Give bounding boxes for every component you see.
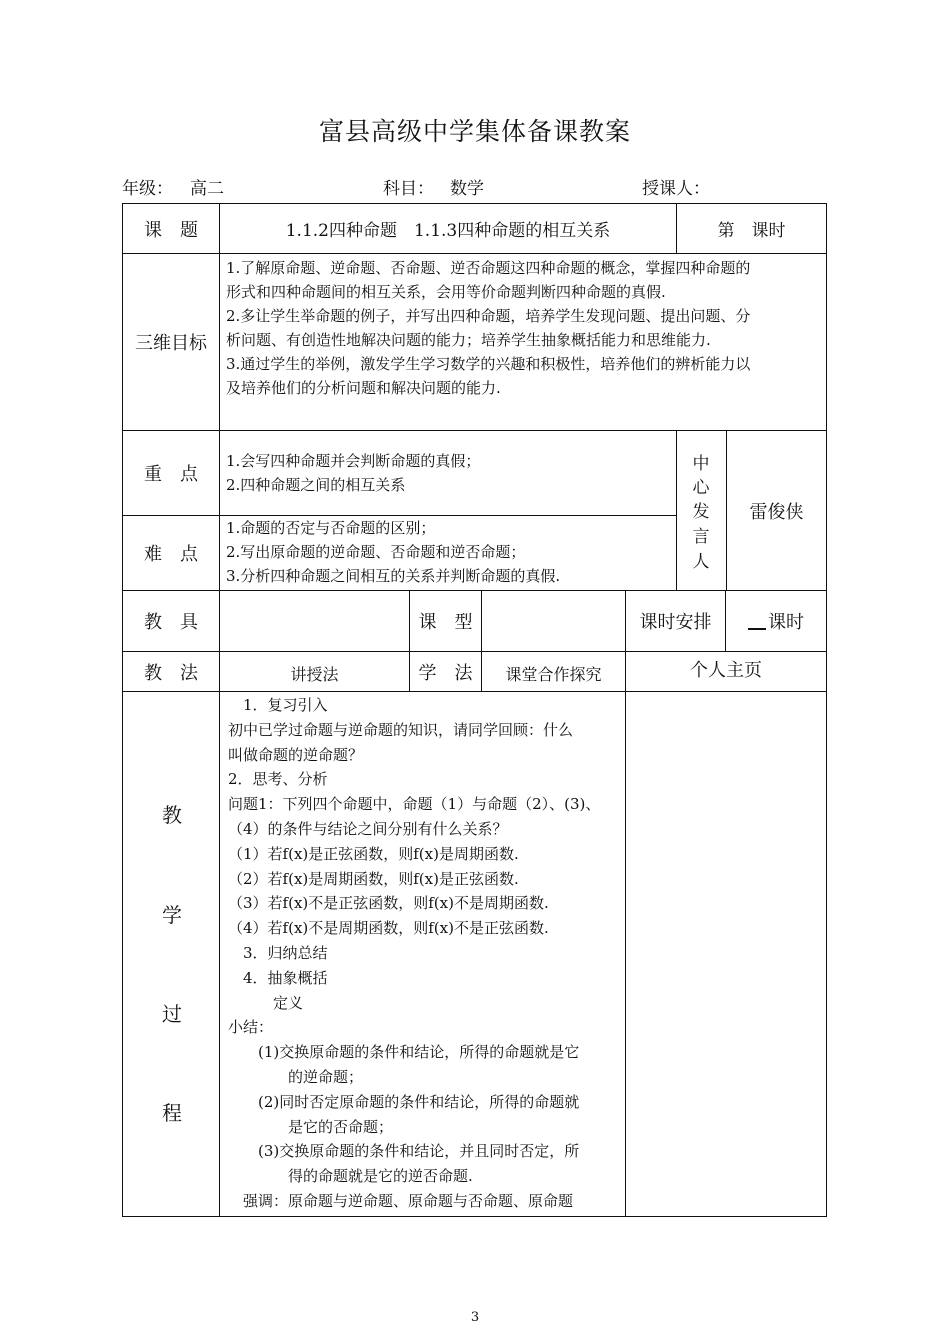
method-label: 教 法 [144,662,198,684]
col-divider [219,203,220,1217]
study-label: 学 法 [418,662,473,684]
page-title: 富县高级中学集体备课教案 [318,117,631,146]
process-line: 是它的否命题； [228,1117,394,1136]
difficult-label: 难 点 [144,544,198,565]
process-line: 小结： [228,1018,274,1037]
lesson-type-label: 课 型 [418,612,473,633]
process-line: 3．归纳总结 [228,943,328,962]
grade-label: 年级： [122,179,173,199]
process-line: (3)交换原命题的条件和结论，并且同时否定，所 [228,1142,580,1161]
goals-line: 2.多让学生举命题的例子，并写出四种命题，培养学生发现问题、提出问题、分 [226,307,751,325]
goals-line: 1.了解原命题、逆命题、否命题、逆否命题这四种命题的概念，掌握四种命题的 [226,259,751,277]
tools-label: 教 具 [144,612,198,633]
row-divider [122,691,827,692]
process-line: (2)同时否定原命题的条件和结论，所得的命题就 [228,1092,580,1111]
process-line: 2．思考、分析 [228,770,328,789]
schedule-field [726,591,826,651]
study-value: 课堂合作探究 [505,665,602,684]
goals-line: 形式和四种命题间的相互关系，会用等价命题判断四种命题的真假. [226,283,666,301]
goals-line: 及培养他们的分析问题和解决问题的能力. [226,379,501,397]
schedule-value: 课时 [768,612,804,633]
process-line: 的逆命题； [228,1067,364,1086]
process-line: 叫做命题的逆命题？ [228,745,364,764]
process-line: （3）若f(x)不是正弦函数，则f(x)不是周期函数. [228,894,549,913]
speaker-label-char: 中 [692,454,710,474]
process-line: 初中已学过命题与逆命题的知识，请同学回顾：什么 [228,720,574,739]
process-text [228,693,600,1214]
difficult-line: 2.写出原命题的逆命题、否命题和逆否命题； [226,543,526,561]
process-line: （4）的条件与结论之间分别有什么关系？ [228,819,508,838]
table-border-bottom [122,1216,827,1217]
speaker-label-char: 言 [692,527,710,547]
tools-value [220,591,409,651]
process-line: 得的命题就是它的逆否命题. [228,1167,473,1186]
process-line: 4．抽象概括 [228,968,328,987]
topic-label: 课 题 [144,219,198,241]
key-point-line: 1.会写四种命题并会判断命题的真假； [226,452,481,470]
topic-value: 1.1.2四种命题 1.1.3四种命题的相互关系 [285,221,611,241]
process-line: 问题1：下列四个命题中，命题（1）与命题（2）、(3)、 [228,795,601,814]
key-point-line: 2.四种命题之间的相互关系 [226,476,406,494]
grade-value: 高二 [190,179,224,199]
schedule-blank [748,612,766,630]
process-line: 1．复习引入 [228,696,328,714]
process-line: （2）若f(x)是周期函数，则f(x)是正弦函数. [228,869,519,888]
process-line: 定义 [228,993,304,1012]
schedule-label: 课时安排 [639,612,712,633]
key-points-label: 重 点 [144,464,198,485]
topic-period: 第 课时 [717,221,786,241]
speaker-label-char: 人 [692,552,710,572]
difficult-line: 3.分析四种命题之间相互的关系并判断命题的真假. [226,567,561,585]
homepage-label: 个人主页 [690,660,762,681]
goals-label: 三维目标 [135,333,207,354]
col-divider [676,430,677,591]
process-line: 强调：原命题与逆命题、原命题与否命题、原命题 [228,1191,574,1210]
process-label-char: 过 [162,1002,182,1026]
process-line: （1）若f(x)是正弦函数，则f(x)是周期函数. [228,844,519,863]
goals-line: 析问题、有创造性地解决问题的能力；培养学生抽象概括能力和思维能力. [226,331,711,349]
difficult-line: 1.命题的否定与否命题的区别； [226,519,436,537]
process-label-char: 程 [162,1101,182,1125]
goals-text [226,256,750,400]
row-divider [122,253,827,254]
process-line: (1)交换原命题的条件和结论，所得的命题就是它 [228,1043,580,1062]
goals-line: 3.通过学生的举例，激发学生学习数学的兴趣和积极性，培养他们的辨析能力以 [226,355,751,373]
speaker-label-char: 发 [692,502,710,522]
process-line: （4）若f(x)不是周期函数，则f(x)不是正弦函数. [228,919,549,938]
method-value: 讲授法 [290,665,339,684]
teacher-label: 授课人： [642,179,710,199]
subject-value: 数学 [450,179,484,199]
key-points-text [226,449,480,497]
table-border-right [826,203,827,1217]
speaker-label-char: 心 [692,478,710,498]
difficult-text [226,516,560,588]
process-label-char: 学 [162,903,182,927]
row-divider [122,430,827,431]
speaker-name: 雷俊侠 [749,501,804,523]
subject-label: 科目： [383,179,434,199]
process-label-char: 教 [162,803,182,827]
page-number: 3 [470,1310,480,1325]
lesson-type-value [482,591,625,651]
